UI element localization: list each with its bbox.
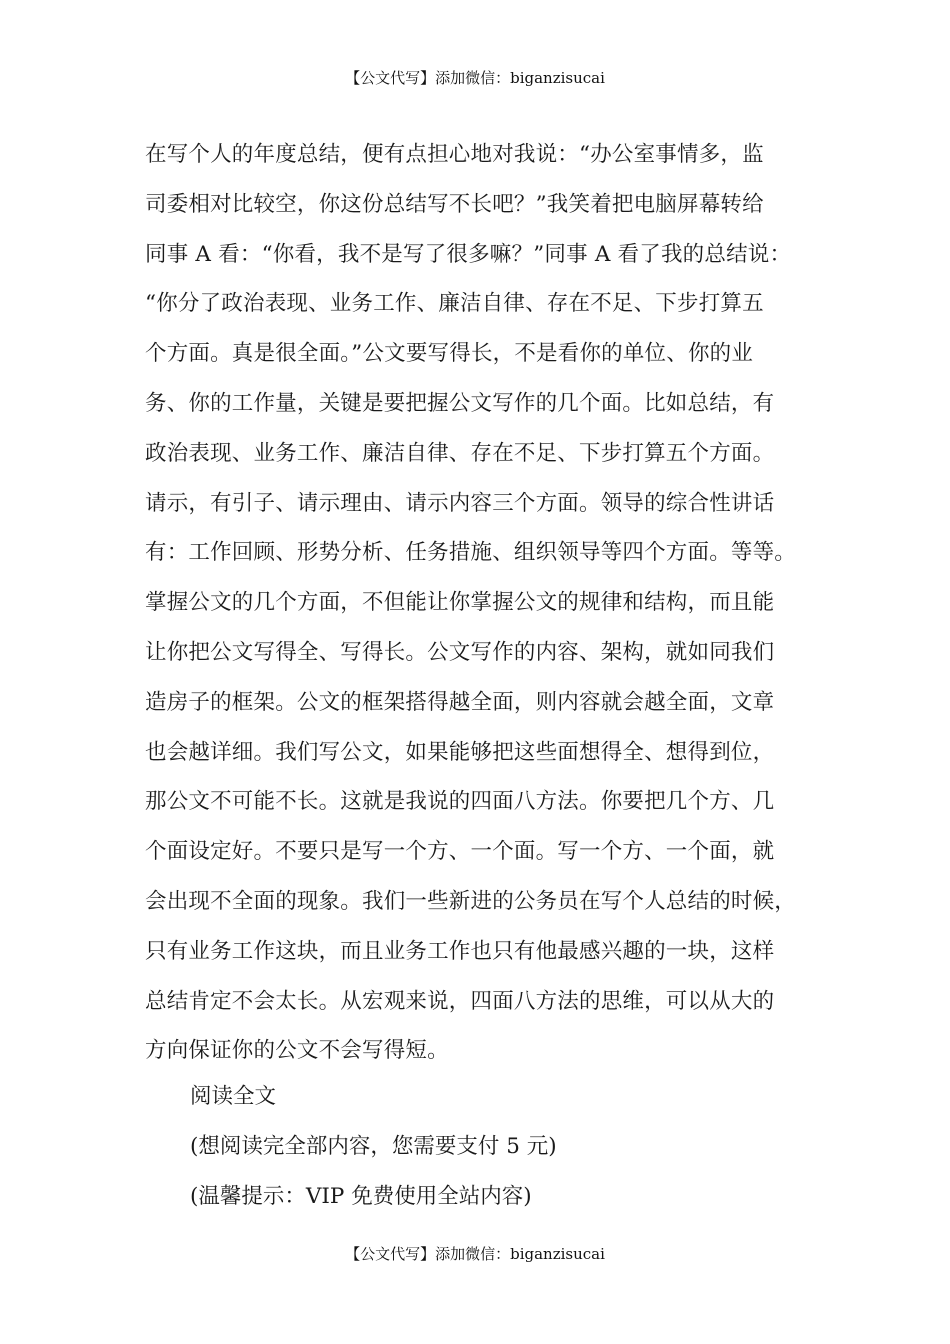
page-header: 【公文代写】添加微信：biganzisucai (345, 69, 605, 87)
pay-notice: (想阅读完全部内容，您需要支付 5 元) (190, 1134, 557, 1159)
paragraph-line: 务、你的工作量，关键是要把握公文写作的几个面。比如总结，有 (145, 390, 775, 416)
paragraph-line: 司委相对比较空，你这份总结写不长吧？”我笑着把电脑屏幕转给 (145, 191, 764, 217)
paragraph-line: “你分了政治表现、业务工作、廉洁自律、存在不足、下步打算五 (145, 291, 764, 317)
paragraph-line: 个方面。真是很全面。”公文要写得长，不是看你的单位、你的业 (145, 341, 754, 367)
paragraph-line: 请示，有引子、请示理由、请示内容三个方面。领导的综合性讲话 (145, 490, 775, 516)
paragraph-line: 个面设定好。不要只是写一个方、一个面。写一个方、一个面，就 (145, 839, 775, 865)
paragraph-line: 造房子的框架。公文的框架搭得越全面，则内容就会越全面，文章 (145, 689, 775, 715)
paragraph-line: 政治表现、业务工作、廉洁自律、存在不足、下步打算五个方面。 (145, 440, 775, 466)
paragraph-line: 那公文不可能不长。这就是我说的四面八方法。你要把几个方、几 (145, 789, 775, 815)
read-more-section (190, 1072, 790, 1222)
page-footer: 【公文代写】添加微信：biganzisucai (345, 1245, 605, 1263)
paragraph-line: 有：工作回顾、形势分析、任务措施、组织领导等四个方面。等等。 (145, 540, 797, 566)
paragraph-line: 在写个人的年度总结，便有点担心地对我说：“办公室事情多，监 (145, 142, 764, 167)
paragraph-line: 也会越详细。我们写公文，如果能够把这些面想得全、想得到位， (145, 739, 775, 765)
paragraph-line: 会出现不全面的现象。我们一些新进的公务员在写个人总结的时候， (145, 888, 797, 914)
paragraph-line: 只有业务工作这块，而且业务工作也只有他最感兴趣的一块，这样 (145, 938, 775, 964)
paragraph-line: 总结肯定不会太长。从宏观来说，四面八方法的思维，可以从大的 (145, 988, 775, 1014)
paragraph-line: 同事 A 看：“你看，我不是写了很多嘛？”同事 A 看了我的总结说： (145, 241, 792, 267)
body-paragraph (145, 130, 835, 1076)
vip-notice: (温馨提示：VIP 免费使用全站内容) (190, 1184, 532, 1209)
paragraph-line: 让你把公文写得全、写得长。公文写作的内容、架构，就如同我们 (145, 639, 775, 665)
paragraph-line: 掌握公文的几个方面，不但能让你掌握公文的规律和结构，而且能 (145, 590, 775, 616)
read-full-link[interactable]: 阅读全文 (190, 1084, 277, 1109)
paragraph-line: 方向保证你的公文不会写得短。 (145, 1038, 449, 1064)
